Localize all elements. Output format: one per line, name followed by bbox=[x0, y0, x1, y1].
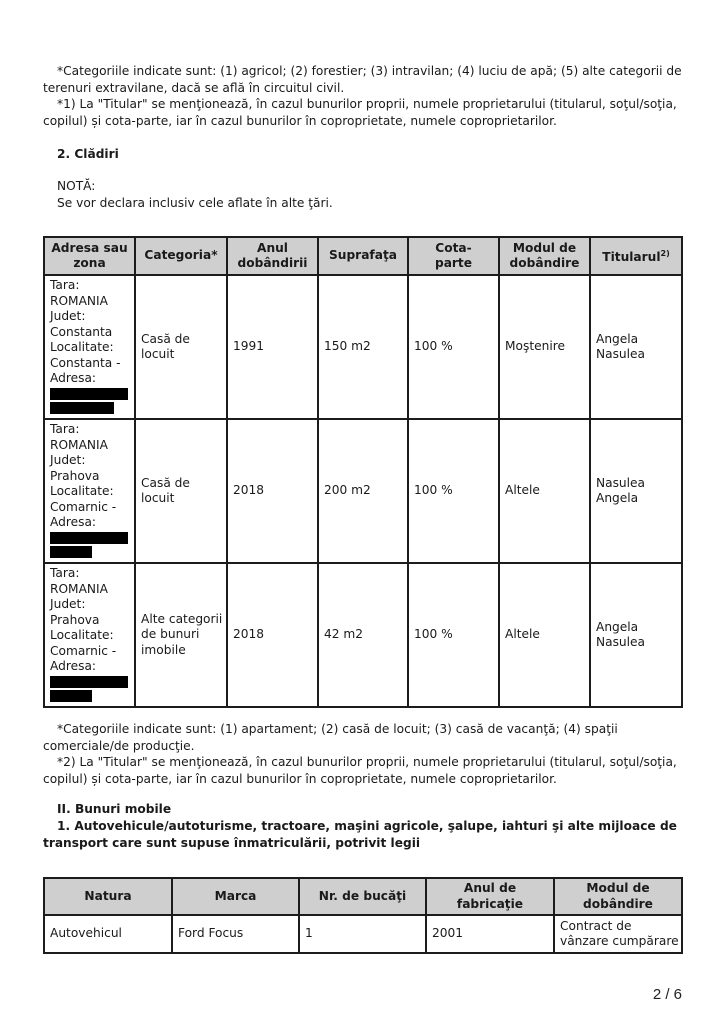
redaction-bar bbox=[50, 388, 128, 400]
natura-cell: Autovehicul bbox=[44, 915, 172, 953]
acquisition-cell: Altele bbox=[499, 419, 590, 563]
table-row bbox=[44, 275, 682, 419]
year-cell: 2001 bbox=[426, 915, 554, 953]
area-cell: 200 m2 bbox=[318, 419, 408, 563]
page-number: 2 / 6 bbox=[652, 986, 682, 1003]
building-titular-note: *2) La "Titular" se menţionează, în cazul bunurilor proprii, numele proprietarului (titularul, soţul/soţia, copilul) și cota-parte, iar în cazul bunurilor în coproprietate, numele coproprietarilor. bbox=[43, 755, 677, 786]
col-header-cota: Cota- parte bbox=[408, 237, 499, 275]
col-header-natura: Natura bbox=[44, 878, 172, 915]
address-cell: Tara: ROMANIA Judet: Prahova Localitate: Comarnic - Adresa: bbox=[44, 563, 135, 707]
buildings-heading: 2. Clădiri bbox=[57, 147, 119, 161]
col-header-categoria: Categoria* bbox=[135, 237, 227, 275]
redaction-bar bbox=[50, 676, 128, 688]
col-header-titularul: Titularul$^{2)}$ bbox=[590, 237, 682, 275]
table-header-row bbox=[44, 237, 682, 275]
count-cell: 1 bbox=[299, 915, 426, 953]
building-categories-note: *Categoriile indicate sunt: (1) apartament; (2) casă de locuit; (3) casă de vacanţă; (4) spaţii comerciale/de producţie. bbox=[43, 722, 618, 753]
land-categories-note: *Categoriile indicate sunt: (1) agricol; (2) forestier; (3) intravilan; (4) luciu de apă; (5) alte categorii de terenuri extravilane, dacă se află în circuitul civil. bbox=[43, 64, 682, 95]
table-header-row bbox=[44, 878, 682, 915]
owner-cell: Angela Nasulea bbox=[590, 563, 682, 707]
col-header-suprafata: Suprafaţa bbox=[318, 237, 408, 275]
table-row bbox=[44, 563, 682, 707]
col-header-anul-fabricatie: Anul de fabricaţie bbox=[426, 878, 554, 915]
table-row bbox=[44, 419, 682, 563]
col-header-modul: Modul de dobândire bbox=[554, 878, 682, 915]
acquisition-cell: Moştenire bbox=[499, 275, 590, 419]
year-cell: 1991 bbox=[227, 275, 318, 419]
col-header-modul: Modul de dobândire bbox=[499, 237, 590, 275]
buildings-table bbox=[43, 236, 683, 708]
address-cell: Tara: ROMANIA Judet: Constanta Localitate: Constanta - Adresa: bbox=[44, 275, 135, 419]
col-header-adresa: Adresa sau zona bbox=[44, 237, 135, 275]
table-row bbox=[44, 915, 682, 953]
category-cell: Alte categorii de bunuri imobile bbox=[135, 563, 227, 707]
redaction-bar bbox=[50, 690, 92, 702]
movables-heading: II. Bunuri mobile bbox=[57, 802, 172, 816]
owner-cell: Nasulea Angela bbox=[590, 419, 682, 563]
col-header-marca: Marca bbox=[172, 878, 299, 915]
category-cell: Casă de locuit bbox=[135, 419, 227, 563]
land-titular-note: *1) La "Titular" se menţionează, în cazul bunurilor proprii, numele proprietarului (titularul, soţul/soţia, copilul) și cota-parte, iar în cazul bunurilor în coproprietate, numele coproprietarilor. bbox=[43, 97, 677, 128]
owner-cell: Angela Nasulea bbox=[590, 275, 682, 419]
col-header-nr-bucati: Nr. de bucăţi bbox=[299, 878, 426, 915]
acquisition-cell: Altele bbox=[499, 563, 590, 707]
redaction-bar bbox=[50, 532, 128, 544]
nota-text: Se vor declara inclusiv cele aflate în alte ţări. bbox=[57, 196, 333, 210]
redaction-bar bbox=[50, 402, 114, 414]
acquisition-cell: Contract de vânzare cumpărare bbox=[554, 915, 682, 953]
marca-cell: Ford Focus bbox=[172, 915, 299, 953]
category-cell: Casă de locuit bbox=[135, 275, 227, 419]
year-cell: 2018 bbox=[227, 563, 318, 707]
nota-label: NOTĂ: bbox=[57, 179, 96, 193]
share-cell: 100 % bbox=[408, 419, 499, 563]
redaction-bar bbox=[50, 546, 92, 558]
area-cell: 42 m2 bbox=[318, 563, 408, 707]
address-cell: Tara: ROMANIA Judet: Prahova Localitate: Comarnic - Adresa: bbox=[44, 419, 135, 563]
share-cell: 100 % bbox=[408, 275, 499, 419]
movables-subheading: 1. Autovehicule/autoturisme, tractoare, maşini agricole, şalupe, iahturi şi alte mijloace de transport care sunt supuse înmatriculării, potrivit legii bbox=[43, 819, 677, 850]
vehicles-table bbox=[43, 877, 683, 954]
area-cell: 150 m2 bbox=[318, 275, 408, 419]
share-cell: 100 % bbox=[408, 563, 499, 707]
year-cell: 2018 bbox=[227, 419, 318, 563]
col-header-anul: Anul dobândirii bbox=[227, 237, 318, 275]
